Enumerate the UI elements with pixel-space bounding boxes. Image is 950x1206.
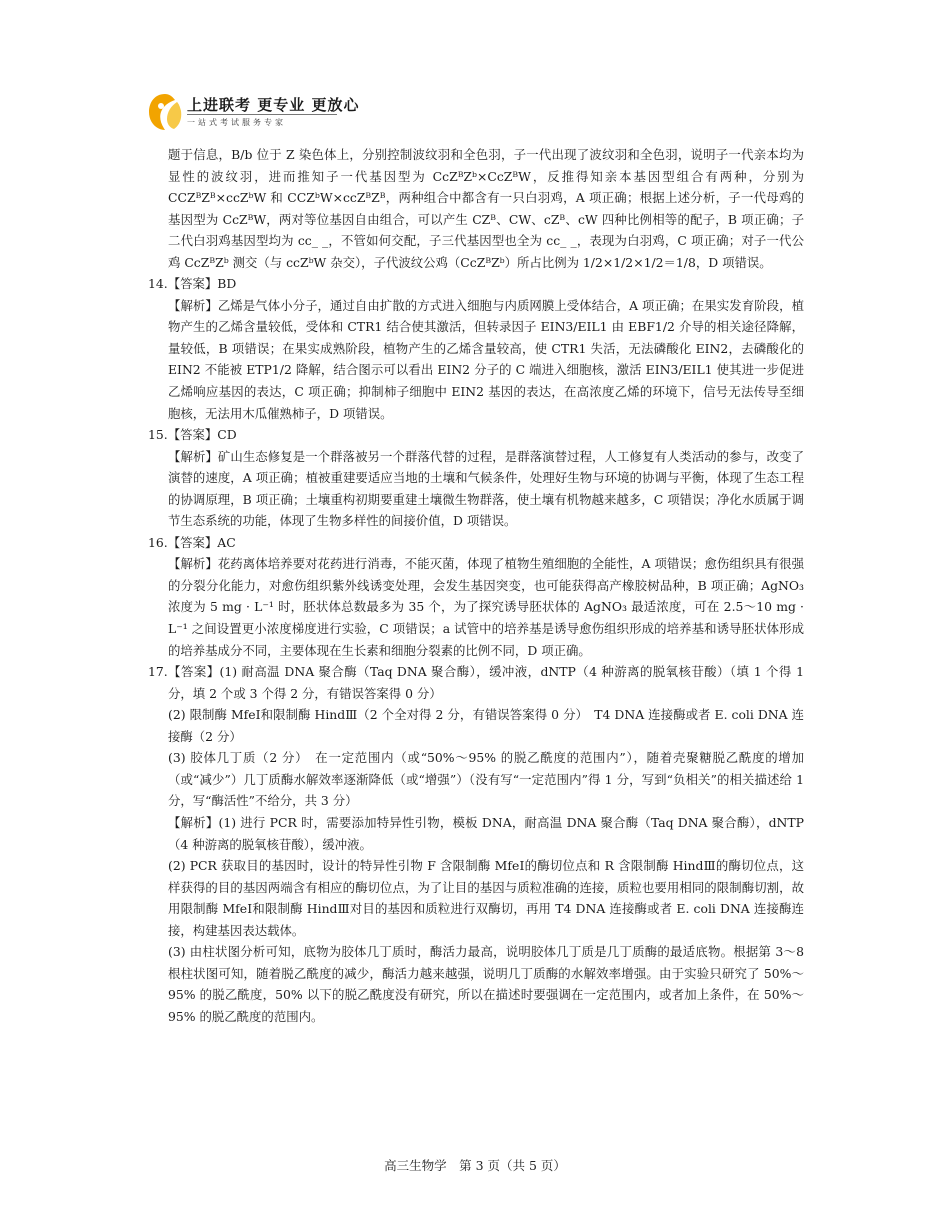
- brand-slogan: 上进联考 更专业 更放心: [187, 96, 360, 114]
- q17-analysis-part2: (2) PCR 获取目的基因时，设计的特异性引物 F 含限制酶 MfeⅠ的酶切位点和 R 含限制酶 HindⅢ的酶切位点，这样获得的目的基因两端含有相应的酶切位点，为了让目的基因与质粒准确的连接，质粒也要用相同的限制酶切割，故用限制酶 MfeⅠ和限制酶 HindⅢ对目的基因和质粒进行双酶切，再用 T4 DNA 连接酶或者 E. coli DNA 连接酶连接，构建基因表达载体。: [168, 858, 804, 938]
- page-footer: 高三生物学 第 3 页（共 5 页）: [384, 1158, 566, 1173]
- q14-answer: 14.【答案】BD: [148, 276, 237, 292]
- q17-analysis-part1: 【解析】(1) 进行 PCR 时，需要添加特异性引物，模板 DNA，耐高温 DNA 聚合酶（Taq DNA 聚合酶），dNTP（4 种游离的脱氧核苷酸），缓冲液。: [168, 814, 804, 852]
- brand-subtitle: 一站式考试服务专家: [187, 114, 337, 128]
- q14-analysis: 【解析】乙烯是气体小分子，通过自由扩散的方式进入细胞与内质网膜上受体结合，A 项正确；在果实发育阶段，植物产生的乙烯含量较低，受体和 CTR1 结合使其激活，但转录因子 EIN3/EIL1 由 EBF1/2 介导的相关途径降解，量较低，B 项错误；在果实成熟阶段，植物产生的乙烯含量较高，使 CTR1 失活，无法磷酸化 EIN2，去磷酸化的 EIN2 不能被 ETP1/2 降解，结合图示可以看出 EIN2 分子的 C 端进入细胞核，激活 EIN3/EIL1 使其进一步促进乙烯响应基因的表达，C 项正确；抑制柿子细胞中 EIN2 基因的表达，在高浓度乙烯的环境下，信号无法传导至细胞核，无法用木瓜催熟柿子，D 项错误。: [168, 297, 804, 421]
- q13-analysis-continued: 题于信息，B/b 位于 Z 染色体上，分别控制波纹羽和全色羽，子一代出现了波纹羽和全色羽，说明子一代亲本均为显性的波纹羽，进而推知子一代基因型为 CcZᴮZᵇ×CcZᴮW，反推得知亲本基因型组合有两种，分别为 CCZᴮZᴮ×ccZᵇW 和 CCZᵇW×ccZᴮZᴮ，两种组合中都含有一只白羽鸡，A 项正确；根据上述分析，子一代母鸡的基因型为 CcZᴮW，两对等位基因自由组合，可以产生 CZᴮ、CW、cZᴮ、cW 四种比例相等的配子，B 项正确；子二代白羽鸡基因型均为 cc_ _，不管如何交配，子三代基因型也全为 cc_ _，表现为白羽鸡，C 项正确；对子一代公鸡 CcZᴮZᵇ 测交（与 ccZᵇW 杂交），子代波纹公鸡（CcZᴮZᵇ）所占比例为 1/2×1/2×1/2＝1/8，D 项错误。: [168, 147, 804, 270]
- brand-logo: [147, 92, 387, 134]
- brand-badge-icon: [147, 92, 183, 132]
- answer-content: [148, 144, 804, 1027]
- q16-analysis: 【解析】花药离体培养要对花药进行消毒，不能灭菌，体现了植物生殖细胞的全能性，A 项错误；愈伤组织具有很强的分裂分化能力，对愈伤组织紫外线诱变处理，会发生基因突变，也可能获得高产橡胶树品种，B 项正确；AgNO₃ 浓度为 5 mg · L⁻¹ 时，胚状体总数最多为 35 个，为了探究诱导胚状体的 AgNO₃ 最适浓度，可在 2.5～10 mg · L⁻¹ 之间设置更小浓度梯度进行实验，C 项错误；a 试管中的培养基是诱导愈伤组织形成的培养基和诱导胚状体形成的培养基成分不同，主要体现在生长素和细胞分裂素的比例不同，D 项正确。: [168, 556, 804, 658]
- q16-answer: 16.【答案】AC: [148, 534, 236, 550]
- q17-answer-part2: (2) 限制酶 MfeⅠ和限制酶 HindⅢ（2 个全对得 2 分，有错误答案得 0 分） T4 DNA 连接酶或者 E. coli DNA 连接酶（2 分）: [168, 707, 804, 744]
- q17-answer-part3: (3) 胶体几丁质（2 分） 在一定范围内（或“50%～95% 的脱乙酰度的范围内”），随着壳聚糖脱乙酰度的增加（或“减少”）几丁质酶水解效率逐渐降低（或“增强”）（没有写“一定范围内”得 1 分，写到“负相关”的相关描述给 1 分，写“酶活性”不给分，共 3 分）: [168, 750, 804, 809]
- q15-answer: 15.【答案】CD: [148, 427, 237, 443]
- q17-analysis-part3: (3) 由柱状图分析可知，底物为胶体几丁质时，酶活力最高，说明胶体几丁质是几丁质酶的最适底物。根据第 3～8 根柱状图可知，随着脱乙酰度的减少，酶活力越来越强，说明几丁质酶的水解效率增强。由于实验只研究了 50%～95% 的脱乙酰度，50% 以下的脱乙酰度没有研究，所以在描述时要强调在一定范围内，或者加上条件，在 50%～95% 的脱乙酰度的范围内。: [168, 944, 804, 1024]
- q17-answer-part1: 17.【答案】(1) 耐高温 DNA 聚合酶（Taq DNA 聚合酶），缓冲液，dNTP（4 种游离的脱氧核苷酸）（填 1 个得 1 分，填 2 个或 3 个得 2 分，有错误答案得 0 分）: [148, 664, 804, 701]
- q15-analysis: 【解析】矿山生态修复是一个群落被另一个群落代替的过程，是群落演替过程，人工修复有人类活动的参与，改变了演替的速度，A 项正确；植被重建要适应当地的土壤和气候条件，处理好生物与环境的协调与平衡，体现了生态工程的协调原理，B 项正确；土壤重构初期要重建土壤微生物群落，使土壤有机物越来越多，C 项错误；净化水质属于调节生态系统的功能，体现了生物多样性的间接价值，D 项错误。: [168, 448, 804, 529]
